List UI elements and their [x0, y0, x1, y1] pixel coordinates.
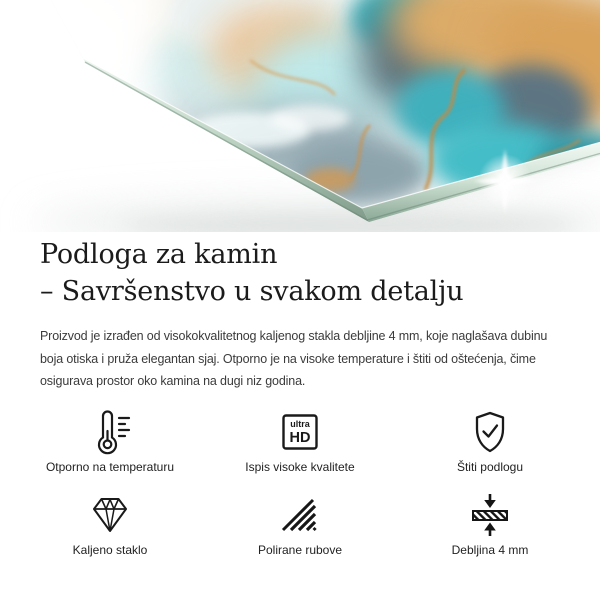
features-grid: [15, 409, 585, 558]
feature-label: Polirane rubove: [257, 542, 343, 557]
page-title: [40, 236, 560, 310]
thickness-icon: [470, 492, 510, 538]
ultra-hd-text-small: ultra: [290, 418, 310, 429]
feature-temperature: [15, 409, 205, 475]
content-section: [0, 232, 600, 558]
feature-label: Otporno na temperaturu: [45, 459, 175, 474]
description-line: osigurava prostor oko kamina na dugi niz godina.: [40, 374, 306, 388]
feature-label: Ispis visoke kvalitete: [245, 459, 355, 474]
shield-check-icon: [468, 409, 512, 455]
feature-label: Štiti podlogu: [456, 459, 524, 474]
thermometer-icon: [88, 409, 132, 455]
ultra-hd-text-large: HD: [289, 429, 311, 446]
feature-label: Kaljeno staklo: [72, 542, 148, 557]
title-line2: – Savršenstvo u svakom detalju: [40, 276, 464, 307]
title-line1: Podloga za kamin: [40, 239, 278, 270]
description-line: Proizvod je izrađen od visokokvalitetnog kaljenog stakla debljine 4 mm, koje naglašava dubinu: [40, 329, 548, 343]
feature-protection: [395, 409, 585, 475]
glass-panel-illustration: [0, 0, 600, 232]
feature-print-quality: [205, 409, 395, 475]
description-line: boja otiska i pruža elegantan sjaj. Otporno je na visoke temperature i štiti od oštećenja, čime: [40, 351, 536, 366]
feature-polished-edges: [205, 492, 395, 558]
ultra-hd-icon: [280, 409, 320, 455]
polished-edges-icon: [280, 492, 320, 538]
feature-label: Debljina 4 mm: [451, 542, 529, 557]
diamond-icon: [87, 492, 133, 538]
feature-tempered-glass: [15, 492, 205, 558]
description: [40, 325, 560, 393]
feature-thickness: [395, 492, 585, 558]
hero-image: [0, 0, 600, 232]
